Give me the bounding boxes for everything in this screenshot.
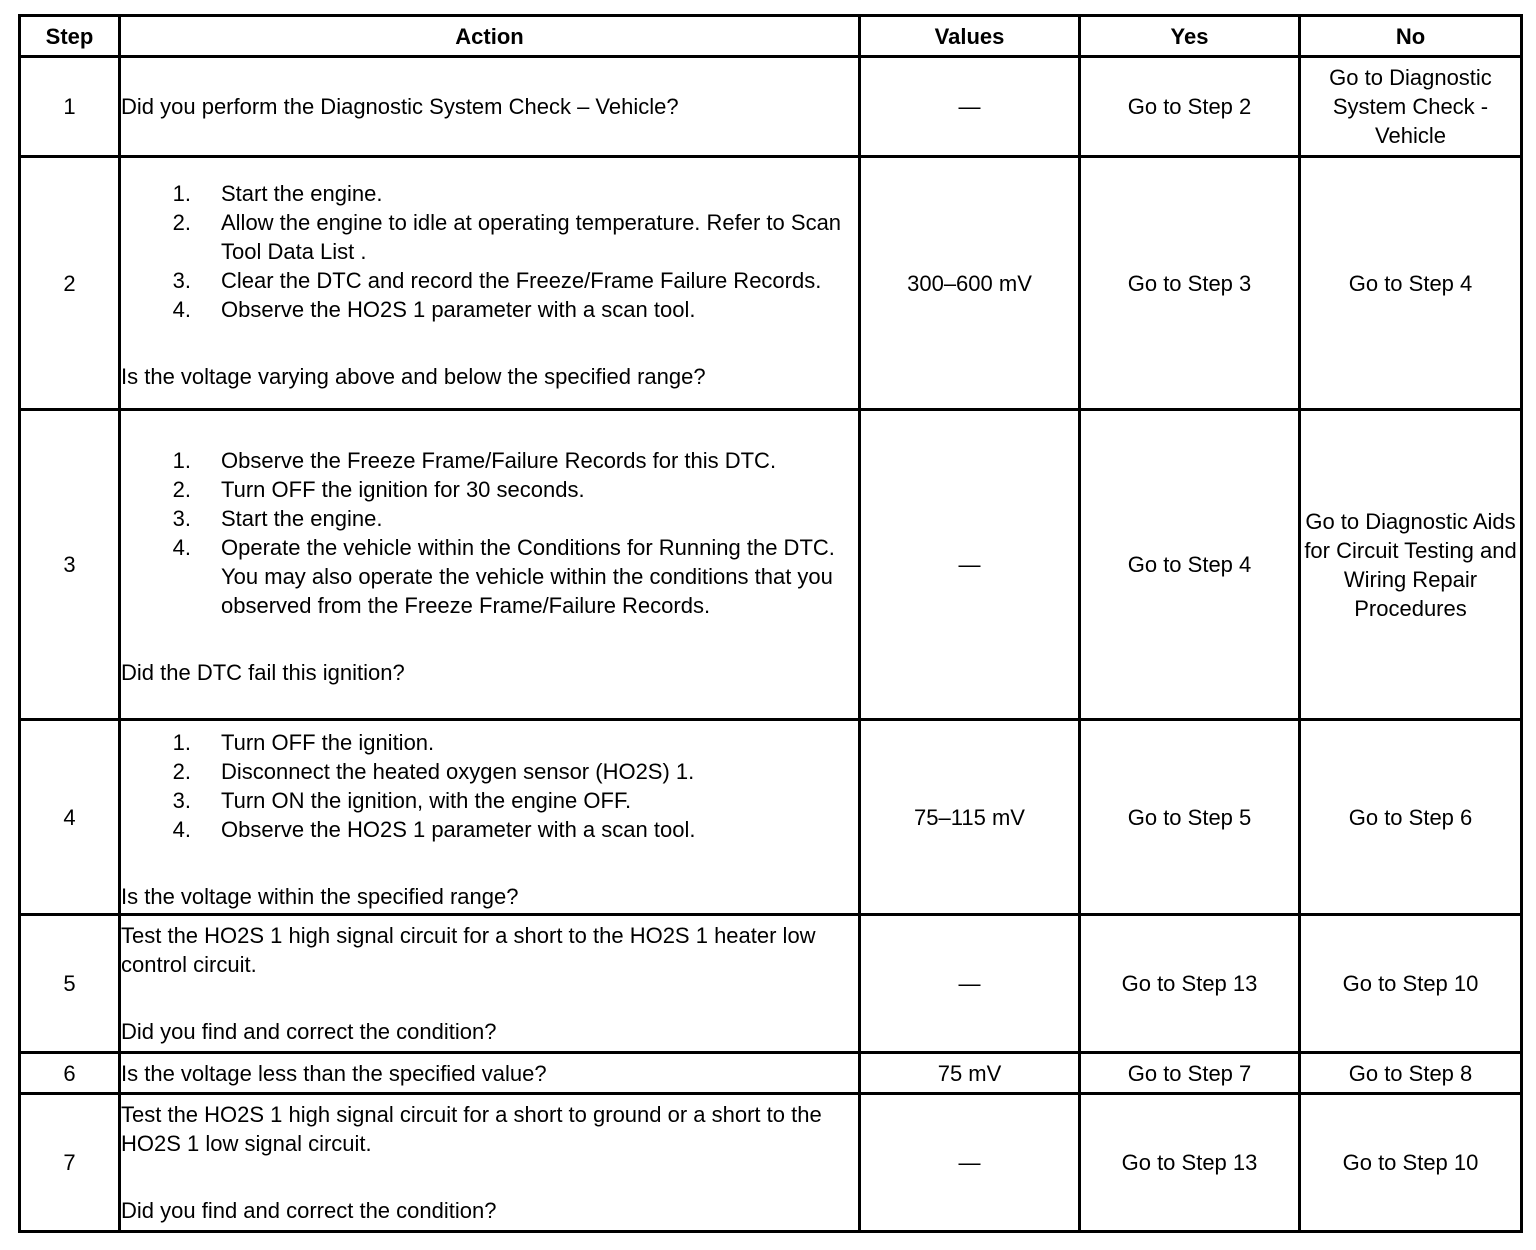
action-text: Test the HO2S 1 high signal circuit for a short to the HO2S 1 heater low control circuit. <box>121 923 816 977</box>
header-no: No <box>1300 16 1522 57</box>
list-item: 3. Turn ON the ignition, with the engine OFF. <box>172 787 632 813</box>
header-yes: Yes <box>1080 16 1300 57</box>
table-row-step-6 <box>20 1053 1522 1094</box>
action-text: Test the HO2S 1 high signal circuit for a short to ground or a short to the HO2S 1 low signal circuit. <box>121 1102 822 1156</box>
list-item: 2. Disconnect the heated oxygen sensor (HO2S) 1. <box>172 758 695 784</box>
value-cell: — <box>860 915 1080 1053</box>
step-number: 7 <box>20 1094 120 1232</box>
list-item: 3. Clear the DTC and record the Freeze/Frame Failure Records. <box>172 268 822 293</box>
action-cell <box>120 57 860 157</box>
question-text: Did the DTC fail this ignition? <box>121 660 405 685</box>
action-cell <box>120 410 860 720</box>
action-cell <box>120 1094 860 1232</box>
yes-cell: Go to Step 13 <box>1080 1094 1300 1232</box>
step-number: 2 <box>20 157 120 410</box>
no-cell: Go to Diagnostic System Check - Vehicle <box>1300 57 1522 157</box>
list-item: 2. Turn OFF the ignition for 30 seconds. <box>172 477 585 502</box>
list-item: 4. Operate the vehicle within the Conditions for Running the DTC. You may also operate the vehicle within the conditions that you observed from the Freeze Frame/Failure Records. <box>172 535 835 618</box>
list-item: 2. Allow the engine to idle at operating temperature. Refer to Scan Tool Data List . <box>172 210 842 264</box>
value-cell: 75 mV <box>860 1053 1080 1094</box>
question-text: Did you find and correct the condition? <box>121 1198 497 1223</box>
question-text: Is the voltage within the specified range? <box>121 883 519 909</box>
action-list <box>121 728 858 844</box>
list-item: 4. Observe the HO2S 1 parameter with a scan tool. <box>172 816 696 842</box>
action-cell <box>120 915 860 1053</box>
value-cell: — <box>860 1094 1080 1232</box>
yes-cell: Go to Step 7 <box>1080 1053 1300 1094</box>
list-item: 4. Observe the HO2S 1 parameter with a scan tool. <box>172 297 696 322</box>
step-number: 6 <box>20 1053 120 1094</box>
value-cell: — <box>860 410 1080 720</box>
list-item: 3. Start the engine. <box>172 506 383 531</box>
no-cell: Go to Step 10 <box>1300 915 1522 1053</box>
header-step: Step <box>20 16 120 57</box>
action-list <box>121 446 858 620</box>
yes-cell: Go to Step 4 <box>1080 410 1300 720</box>
yes-cell: Go to Step 13 <box>1080 915 1300 1053</box>
action-cell <box>120 157 860 410</box>
step-number: 5 <box>20 915 120 1053</box>
header-values: Values <box>860 16 1080 57</box>
table-row-step-1 <box>20 57 1522 157</box>
table-row-step-7 <box>20 1094 1522 1232</box>
list-item: 1. Turn OFF the ignition. <box>172 729 435 755</box>
action-text: Is the voltage less than the specified value? <box>121 1060 547 1086</box>
step-number: 1 <box>20 57 120 157</box>
value-cell: 75–115 mV <box>860 720 1080 915</box>
no-cell: Go to Step 10 <box>1300 1094 1522 1232</box>
table-row-step-3 <box>20 410 1522 720</box>
header-action: Action <box>120 16 860 57</box>
table-row-step-4 <box>20 720 1522 915</box>
action-cell <box>120 720 860 915</box>
action-cell <box>120 1053 860 1094</box>
yes-cell: Go to Step 5 <box>1080 720 1300 915</box>
value-cell: 300–600 mV <box>860 157 1080 410</box>
no-cell: Go to Diagnostic Aids for Circuit Testing and Wiring Repair Procedures <box>1300 410 1522 720</box>
table-row-step-5 <box>20 915 1522 1053</box>
table-row-step-2 <box>20 157 1522 410</box>
yes-cell: Go to Step 2 <box>1080 57 1300 157</box>
action-text: Did you perform the Diagnostic System Check – Vehicle? <box>121 94 679 119</box>
value-cell: — <box>860 57 1080 157</box>
step-number: 4 <box>20 720 120 915</box>
header-row <box>20 16 1522 57</box>
step-number: 3 <box>20 410 120 720</box>
no-cell: Go to Step 8 <box>1300 1053 1522 1094</box>
list-item: 1. Observe the Freeze Frame/Failure Records for this DTC. <box>172 448 777 473</box>
diagnostic-table <box>18 14 1523 1233</box>
question-text: Is the voltage varying above and below the specified range? <box>121 364 706 389</box>
no-cell: Go to Step 6 <box>1300 720 1522 915</box>
action-list <box>121 179 858 324</box>
question-text: Did you find and correct the condition? <box>121 1019 497 1044</box>
no-cell: Go to Step 4 <box>1300 157 1522 410</box>
yes-cell: Go to Step 3 <box>1080 157 1300 410</box>
list-item: 1. Start the engine. <box>172 181 383 206</box>
